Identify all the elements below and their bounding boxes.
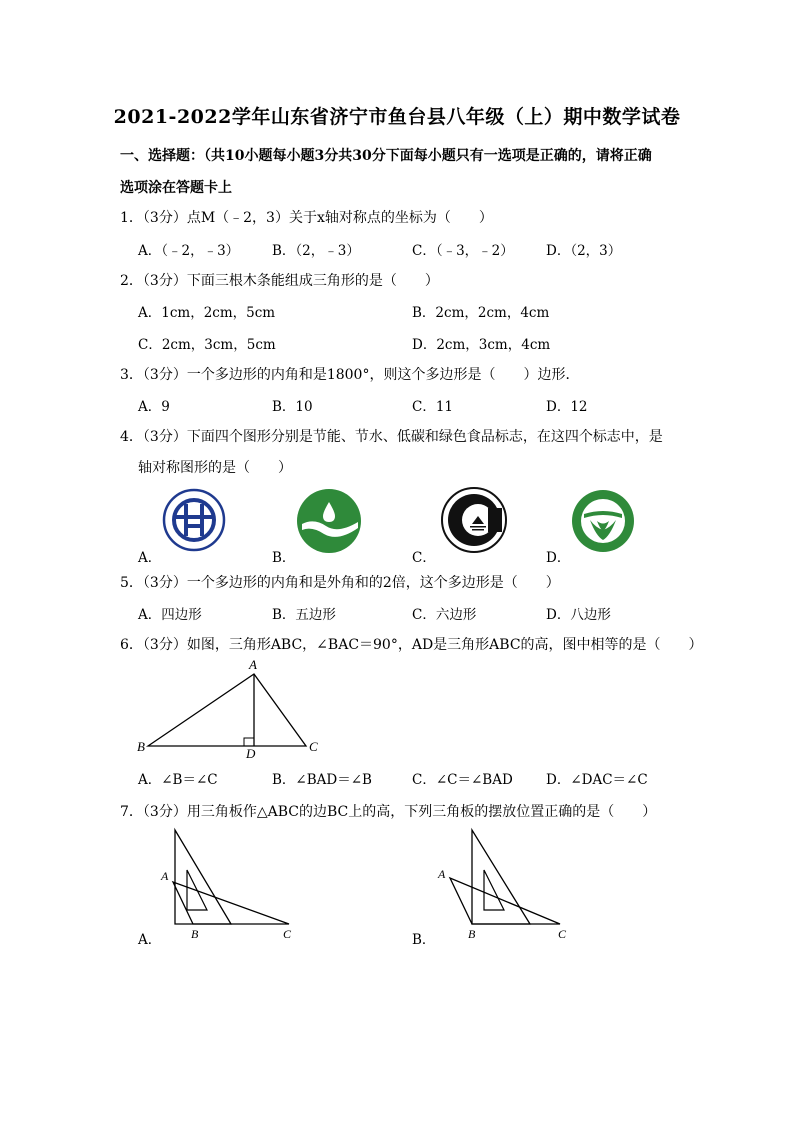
figure-b-label-a: A <box>438 867 446 881</box>
question-4-option-b: B． <box>272 550 296 566</box>
question-2-stem: 2．（3分）下面三根木条能组成三角形的是（ ） <box>120 273 439 289</box>
figure-a-label-c: C <box>283 927 292 941</box>
figure-a-label-b: B <box>191 927 199 941</box>
question-6-stem: 6．（3分）如图，三角形ABC，∠BAC＝90°，AD是三角形ABC的高，图中相等的是（ ） <box>120 637 703 653</box>
question-5-option-b: B．五边形 <box>272 607 336 623</box>
question-4-option-d: D． <box>546 550 571 566</box>
question-3-option-a: A．9 <box>138 399 170 415</box>
question-5-stem: 5．（3分）一个多边形的内角和是外角和的2倍，这个多边形是（ ） <box>120 575 560 591</box>
question-3-stem: 3．（3分）一个多边形的内角和是1800°，则这个多边形是（ ）边形． <box>120 367 580 383</box>
question-2-option-c: C．2cm，3cm，5cm <box>138 337 276 353</box>
figure-label-c: C <box>309 739 318 754</box>
figure-a-label-a: A <box>161 869 169 883</box>
section-header-line1: 一、选择题：（共10小题每小题3分共30分下面每小题只有一选项是正确的，请将正确 <box>120 148 652 164</box>
question-2-option-d: D．2cm，3cm，4cm <box>412 337 551 353</box>
question-5-option-c: C．六边形 <box>412 607 477 623</box>
question-6-option-d: D．∠DAC＝∠C <box>546 772 648 788</box>
question-5-option-d: D．八边形 <box>546 607 611 623</box>
question-1-option-b: B．（2，﹣3） <box>272 243 360 259</box>
figure-b-label-b: B <box>468 927 476 941</box>
figure-label-b: B <box>137 739 145 754</box>
question-5-option-a: A．四边形 <box>138 607 202 623</box>
question-2-option-b: B．2cm，2cm，4cm <box>412 305 550 321</box>
water-saving-logo-icon <box>296 488 362 554</box>
page-title: 2021-2022学年山东省济宁市鱼台县八年级（上）期中数学试卷 <box>113 106 681 128</box>
figure-b-label-c: C <box>558 927 567 941</box>
energy-saving-logo-icon <box>162 488 226 552</box>
question-1-option-a: A．（﹣2，﹣3） <box>138 243 240 259</box>
figure-label-d: D <box>246 746 256 761</box>
question-4-stem-line2: 轴对称图形的是（ ） <box>138 460 292 476</box>
green-food-logo-icon <box>570 488 636 554</box>
question-3-option-c: C．11 <box>412 399 454 415</box>
section-header-line2: 选项涂在答题卡上 <box>120 180 232 196</box>
question-6-option-a: A．∠B＝∠C <box>138 772 218 788</box>
question-1-stem: 1．（3分）点M（﹣2，3）关于x轴对称点的坐标为（ ） <box>120 210 493 226</box>
question-7-figure-b <box>430 826 580 946</box>
question-3-option-b: B．10 <box>272 399 313 415</box>
question-6-option-c: C．∠C＝∠BAD <box>412 772 513 788</box>
question-6-option-b: B．∠BAD＝∠B <box>272 772 372 788</box>
question-2-option-a: A．1cm，2cm，5cm <box>138 305 276 321</box>
question-7-option-a: A． <box>138 932 162 948</box>
question-3-option-d: D．12 <box>546 399 588 415</box>
question-4-option-a: A． <box>138 550 162 566</box>
question-1-option-d: D．（2，3） <box>546 243 622 259</box>
question-6-triangle-figure <box>130 654 330 764</box>
question-7-figure-a <box>155 826 305 946</box>
question-7-stem: 7．（3分）用三角板作△ABC的边BC上的高，下列三角板的摆放位置正确的是（ ） <box>120 804 657 820</box>
question-7-option-b: B． <box>412 932 436 948</box>
figure-label-a: A <box>249 657 257 672</box>
question-1-option-c: C．（﹣3，﹣2） <box>412 243 514 259</box>
question-4-stem-line1: 4．（3分）下面四个图形分别是节能、节水、低碳和绿色食品标志，在这四个标志中，是 <box>120 429 663 445</box>
question-4-option-c: C． <box>412 550 436 566</box>
low-carbon-logo-icon <box>440 486 508 554</box>
